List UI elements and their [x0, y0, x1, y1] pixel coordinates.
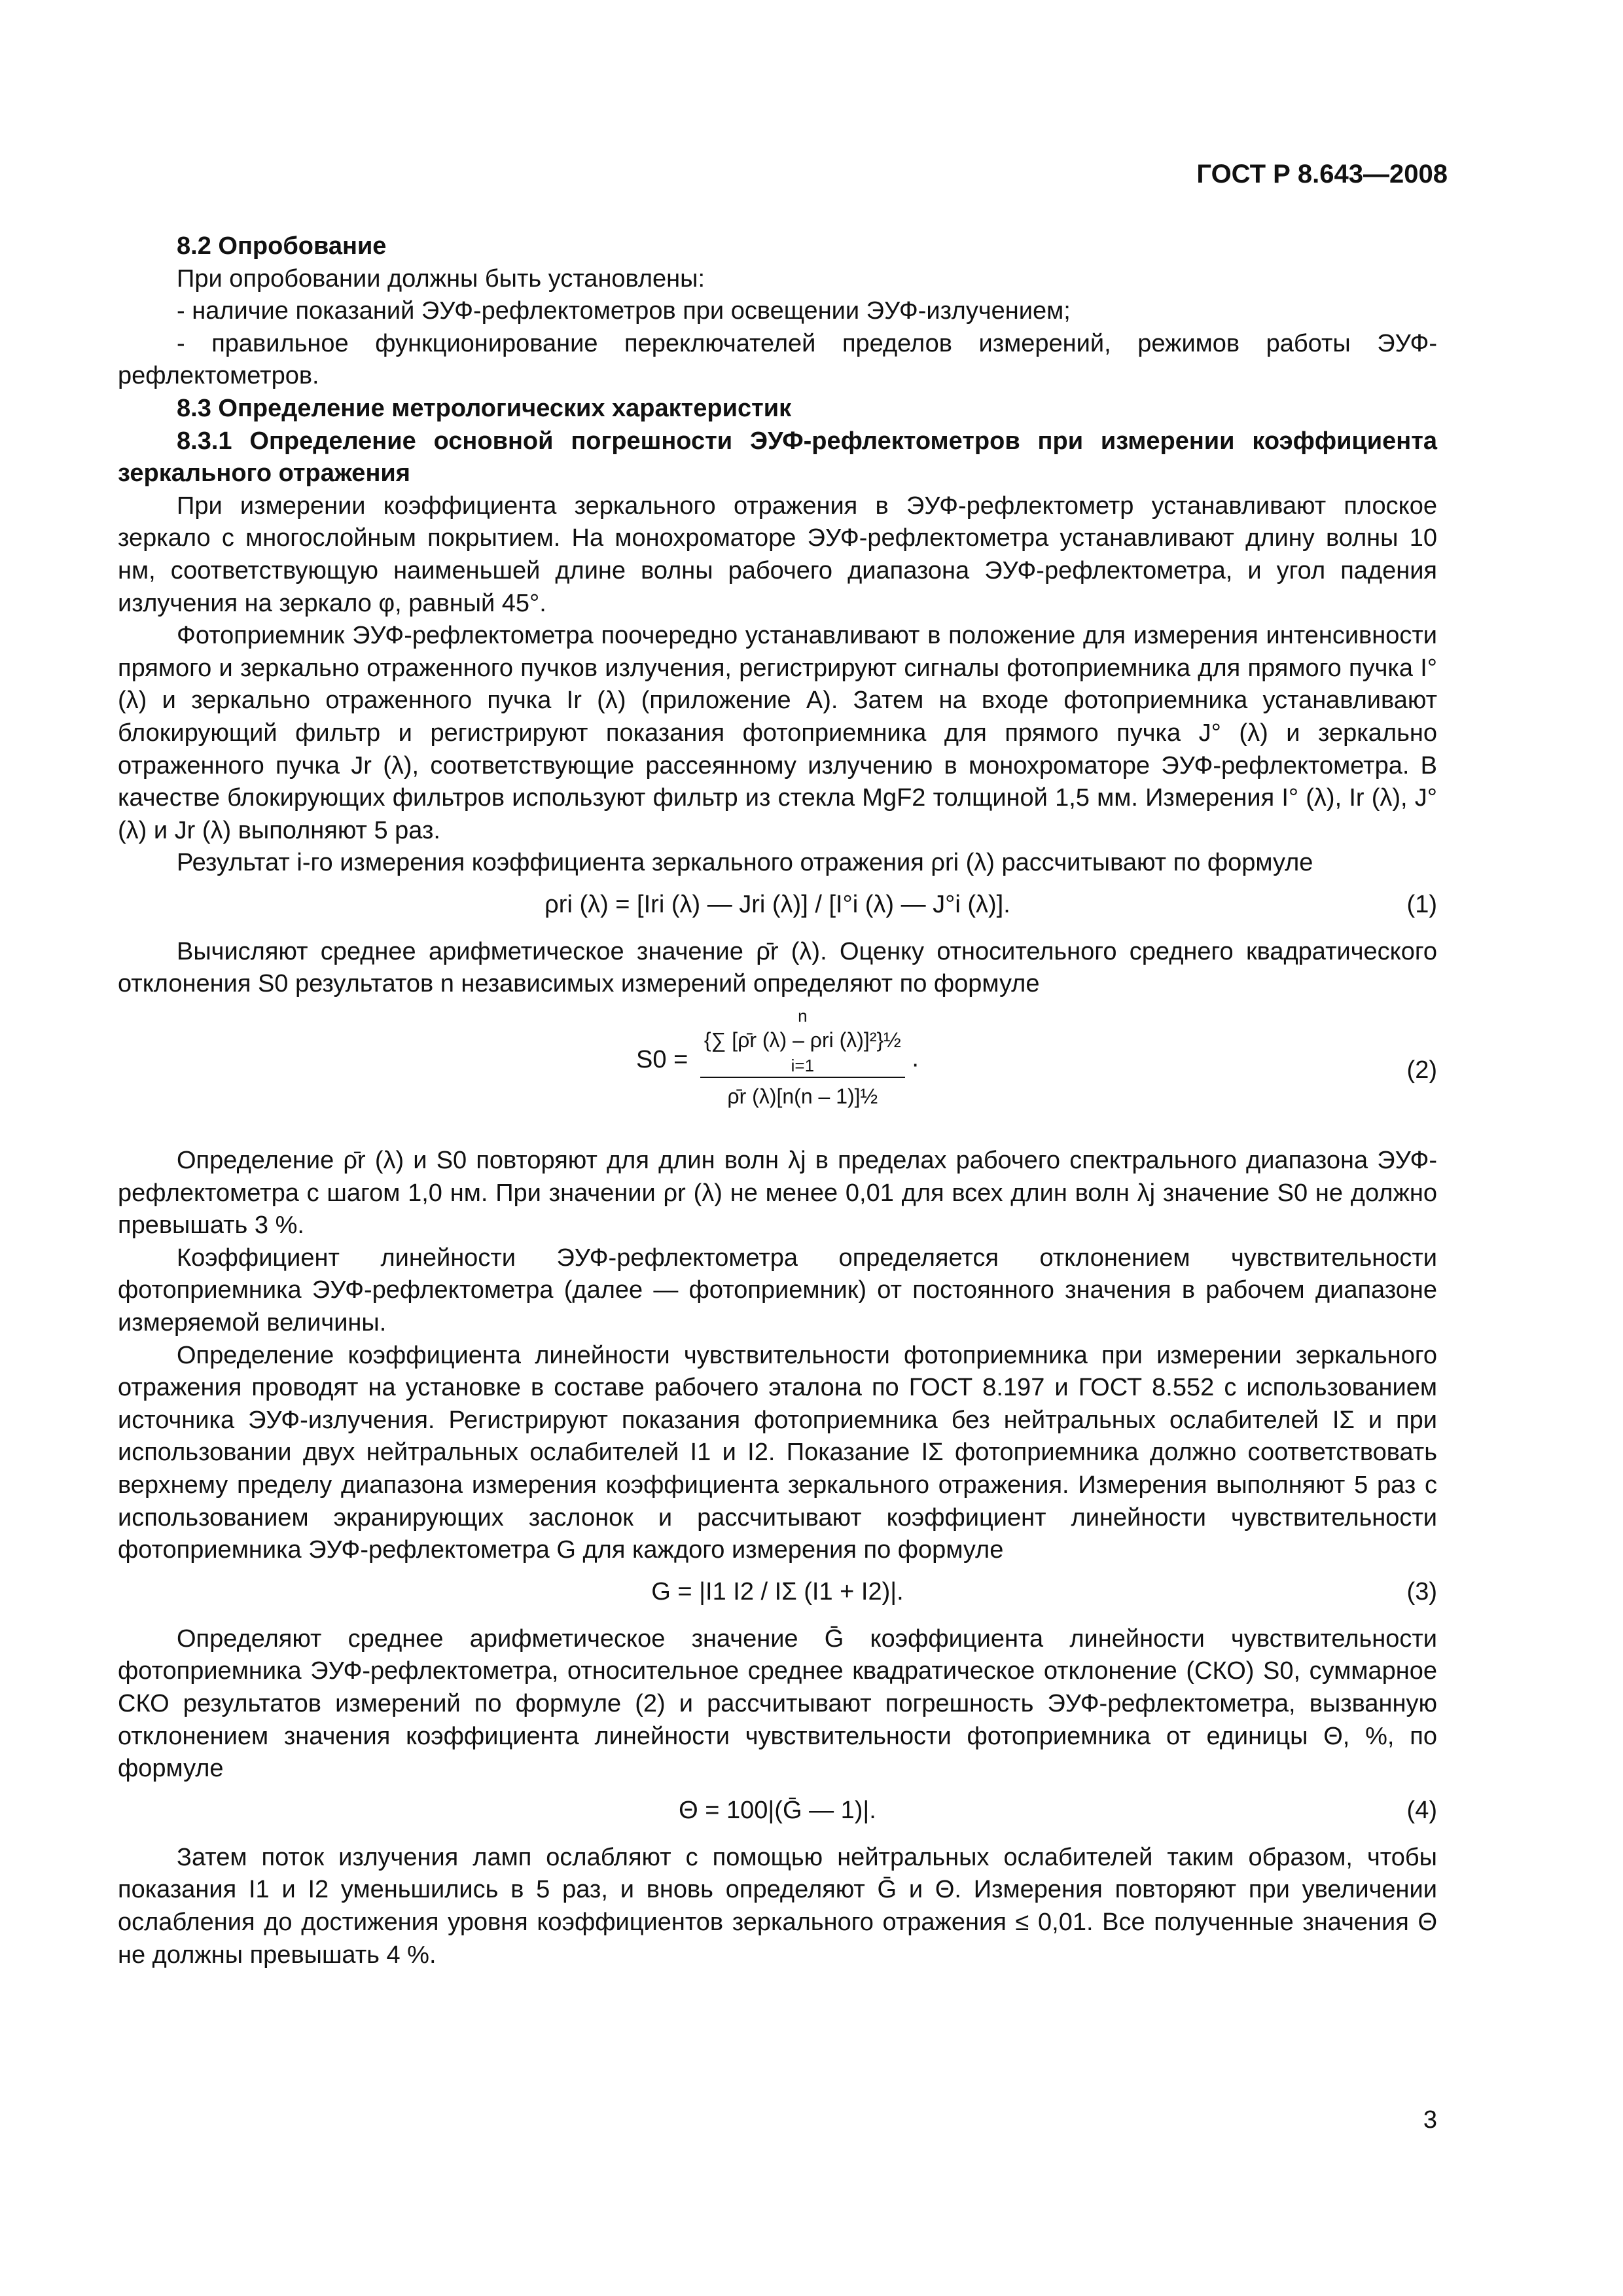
document-id: ГОСТ Р 8.643—2008	[1196, 160, 1448, 188]
formula-2	[118, 1007, 1437, 1132]
formula-4	[118, 1792, 1437, 1829]
paragraph: Фотоприемник ЭУФ-рефлектометра поочередно устанавливают в положение для измерения интенсивности прямого и зеркально отраженного пучков излучения, регистрируют сигналы фотоприемника для прямого пучка I° (λ) и зеркально отраженного пучка Ir (λ) (приложение А). Затем на входе фотоприемника устанавливают блокирующий фильтр и регистрируют показания фотоприемника для прямого пучка J° (λ) и зеркально отраженного пучка Jr (λ), соответствующие рассеянному излучению в монохроматоре ЭУФ-рефлектометра. В качестве блокирующих фильтров используют фильтр из стекла MgF2 толщиной 1,5 мм. Измерения I° (λ), Ir (λ), J° (λ) и Jr (λ) выполняют 5 раз.	[118, 622, 1437, 844]
formula-2-lhs: S0 =	[636, 1045, 688, 1073]
paragraph: - правильное функционирование переключателей пределов измерений, режимов работы ЭУФ-рефлектометров.	[118, 329, 1437, 390]
formula-3-number: (3)	[1406, 1577, 1437, 1605]
formula-2-numerator-text: {∑ [ρ̄r (λ) – ρri (λ)]²}½	[704, 1028, 901, 1052]
section-8-2-title: 8.2 Опробование	[177, 232, 387, 260]
paragraph: Затем поток излучения ламп ослабляют с помощью нейтральных ослабителей таким образом, чтобы показания I1 и I2 уменьшились в 5 раз, и вновь определяют Ḡ и Θ. Измерения повторяют при увеличении ослабления до достижения уровня коэффициентов зеркального отражения ≤ 0,01. Все полученные значения Θ не должны превышать 4 %.	[118, 1843, 1437, 1969]
formula-2-end: .	[912, 1045, 919, 1073]
sum-upper-limit: n	[798, 1006, 808, 1026]
formula-2-denominator: ρ̄r (λ)[n(n – 1)]½	[727, 1084, 878, 1108]
formula-1-expression: ρri (λ) = [Iri (λ) — Jri (λ)] / [I°i (λ) — J°i (λ)].	[544, 890, 1010, 918]
section-8-3-title: 8.3 Определение метрологических характеристик	[177, 394, 792, 422]
paragraph: Коэффициент линейности ЭУФ-рефлектометра определяется отклонением чувствительности фотоприемника ЭУФ-рефлектометра (далее — фотоприемник) от постоянного значения в рабочем диапазоне измеряемой величины.	[118, 1244, 1437, 1337]
formula-1	[118, 886, 1437, 923]
formula-2-fraction	[700, 1007, 905, 1113]
formula-2-numerator	[700, 1007, 905, 1078]
formula-3-expression: G = |I1 I2 / IΣ (I1 + I2)|.	[651, 1577, 904, 1605]
document-body	[118, 230, 1437, 1971]
paragraph: Определение коэффициента линейности чувствительности фотоприемника при измерении зеркального отражения проводят на установке в составе рабочего эталона по ГОСТ 8.197 и ГОСТ 8.552 с использованием источника ЭУФ-излучения. Регистрируют показания фотоприемника без нейтральных ослабителей IΣ и при использовании двух нейтральных ослабителей I1 и I2. Показание IΣ фотоприемника должно соответствовать верхнему пределу диапазона измерения коэффициента зеркального отражения. Измерения выполняют 5 раз с использованием экранирующих заслонок и рассчитывают коэффициент линейности чувствительности фотоприемника ЭУФ-рефлектометра G для каждого измерения по формуле	[118, 1341, 1437, 1564]
paragraph: Вычисляют среднее арифметическое значение ρ̄r (λ). Оценку относительного среднего квадратического отклонения S0 результатов n независимых измерений определяют по формуле	[118, 937, 1437, 998]
formula-4-expression: Θ = 100|(Ḡ — 1)|.	[679, 1796, 876, 1824]
page-number: 3	[1423, 2106, 1437, 2134]
sum-lower-limit: i=1	[791, 1055, 815, 1075]
formula-4-number: (4)	[1406, 1796, 1437, 1824]
formula-1-number: (1)	[1406, 890, 1437, 918]
paragraph: - наличие показаний ЭУФ-рефлектометров при освещении ЭУФ-излучением;	[177, 297, 1071, 325]
paragraph: Результат i-го измерения коэффициента зеркального отражения ρri (λ) рассчитывают по формуле	[177, 849, 1313, 877]
section-8-3-1-title: 8.3.1 Определение основной погрешности ЭУФ-рефлектометров при измерении коэффициента зеркального отражения	[118, 427, 1437, 488]
paragraph: При измерении коэффициента зеркального отражения в ЭУФ-рефлектометр устанавливают плоское зеркало с многослойным покрытием. На монохроматоре ЭУФ-рефлектометра устанавливают длину волны 10 нм, соответствующую наименьшей длине волны рабочего диапазона ЭУФ-рефлектометра, и угол падения излучения на зеркало φ, равный 45°.	[118, 492, 1437, 617]
paragraph: При опробовании должны быть установлены:	[177, 264, 705, 293]
formula-3	[118, 1573, 1437, 1610]
paragraph: Определяют среднее арифметическое значение Ḡ коэффициента линейности чувствительности фотоприемника ЭУФ-рефлектометра, относительное среднее квадратическое отклонение (СКО) S0, суммарное СКО результатов измерений по формуле (2) и рассчитывают погрешность ЭУФ-рефлектометра, вызванную отклонением значения коэффициента линейности чувствительности фотоприемника от единицы Θ, %, по формуле	[118, 1624, 1437, 1783]
formula-2-expression	[118, 1007, 1437, 1113]
paragraph: Определение ρ̄r (λ) и S0 повторяют для длин волн λj в пределах рабочего спектрального диапазона ЭУФ-рефлектометра с шагом 1,0 нм. При значении ρr (λ) не менее 0,01 для всех длин волн λj значение S0 не должно превышать 3 %.	[118, 1147, 1437, 1240]
formula-2-number: (2)	[1406, 1056, 1437, 1085]
